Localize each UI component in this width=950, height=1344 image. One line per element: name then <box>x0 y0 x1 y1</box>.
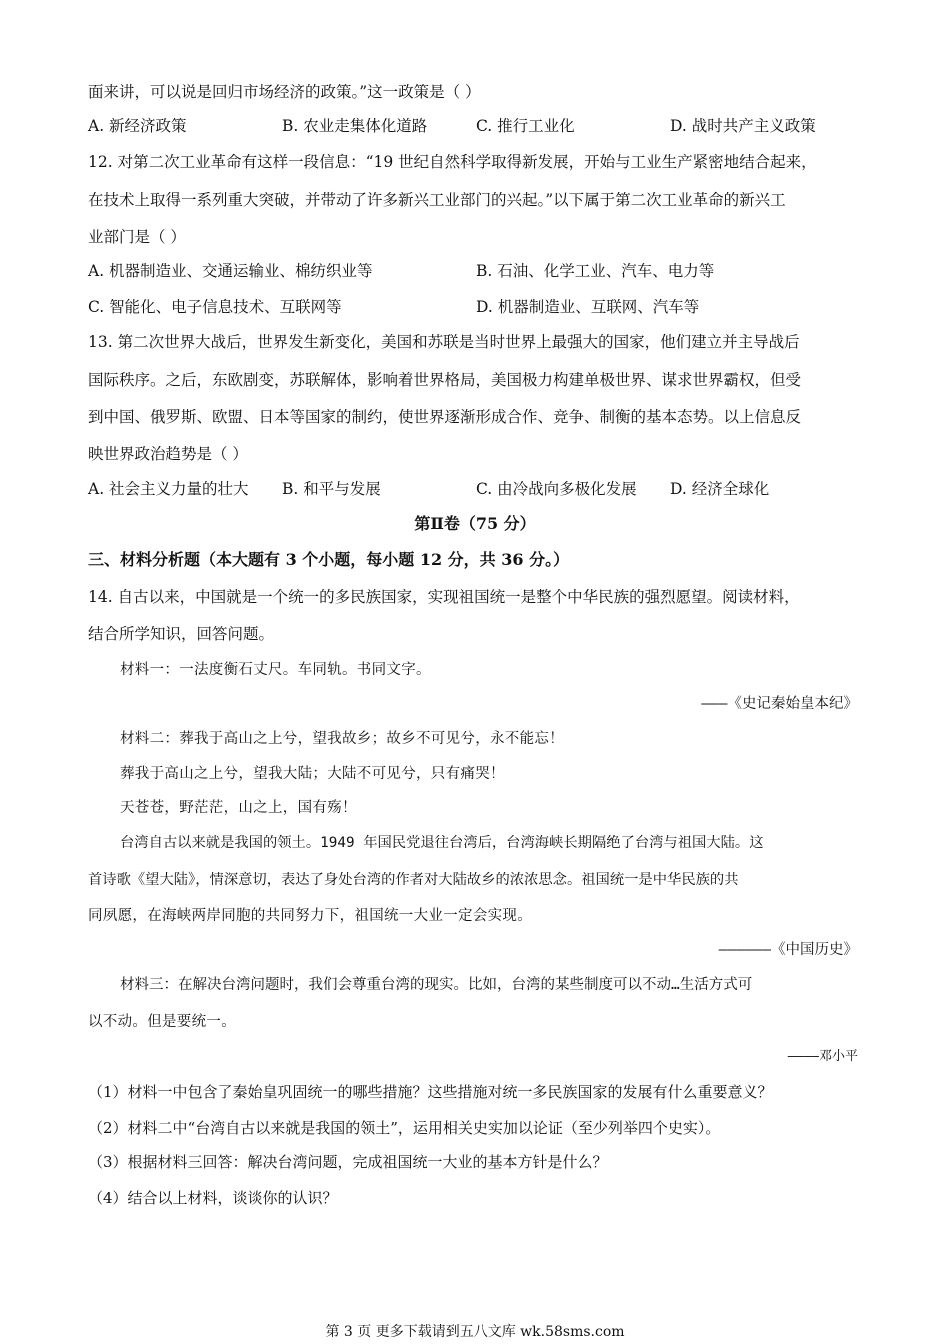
q13-stem-line-3: 到中国、俄罗斯、欧盟、日本等国家的制约，使世界逐渐形成合作、竞争、制衡的基本态势。以上信息反 <box>88 408 802 426</box>
q13-option-d: D. 经济全球化 <box>670 480 770 498</box>
q14-sub-question-1: （1）材料一中包含了秦始皇巩固统一的哪些措施？这些措施对统一多民族国家的发展有什么重要意义？ <box>88 1083 773 1101</box>
q14-intro-line-1: 14. 自古以来，中国就是一个统一的多民族国家，实现祖国统一是整个中华民族的强烈愿望。阅读材料， <box>88 588 800 606</box>
material-2-line-4: 台湾自古以来就是我国的领土。1949 年国民党退往台湾后，台湾海峡长期隔绝了台湾与祖国大陆。这 <box>120 835 764 851</box>
material-2-source: ——————《中国历史》 <box>718 942 858 958</box>
volume-title: 第Ⅱ卷（75 分） <box>414 514 536 533</box>
material-2-line-2: 葬我于高山之上兮，望我大陆；大陆不可见兮，只有痛哭！ <box>120 766 505 782</box>
q11-option-c: C. 推行工业化 <box>476 117 575 135</box>
material-2-line-5: 首诗歌《望大陆》，情深意切，表达了身处台湾的作者对大陆故乡的浓浓思念。祖国统一是中华民族的共 <box>88 872 739 888</box>
q14-sub-question-2: （2）材料二中“台湾自古以来就是我国的领土”，运用相关史实加以论证（至少列举四个史实）。 <box>88 1119 721 1137</box>
q11-option-b: B. 农业走集体化道路 <box>282 117 428 135</box>
q11-stem-tail: 面来讲，可以说是回归市场经济的政策。”这一政策是（ ） <box>88 83 481 101</box>
q12-option-c: C. 智能化、电子信息技术、互联网等 <box>88 298 342 316</box>
q11-option-d: D. 战时共产主义政策 <box>670 117 816 135</box>
material-2-line-1: 材料二：葬我于高山之上兮，望我故乡；故乡不可见兮，永不能忘！ <box>120 731 564 747</box>
q12-stem-line-3: 业部门是（ ） <box>88 228 186 246</box>
q12-stem-line-2: 在技术上取得一系列重大突破，并带动了许多新兴工业部门的兴起。”以下属于第二次工业革命的新兴工 <box>88 191 786 209</box>
material-2-line-6: 同夙愿，在海峡两岸同胞的共同努力下，祖国统一大业一定会实现。 <box>88 908 532 924</box>
material-1-source: ———《史记秦始皇本纪》 <box>701 696 858 712</box>
page-footer: 第 3 页 更多下载请到五八文库 wk.58sms.com <box>325 1324 625 1340</box>
q14-sub-question-4: （4）结合以上材料，谈谈你的认识？ <box>88 1189 338 1207</box>
q12-option-d: D. 机器制造业、互联网、汽车等 <box>476 298 700 316</box>
q13-option-b: B. 和平与发展 <box>282 480 381 498</box>
q13-option-a: A. 社会主义力量的壮大 <box>88 480 249 498</box>
q13-stem-line-4: 映世界政治趋势是（ ） <box>88 445 248 463</box>
q11-option-a: A. 新经济政策 <box>88 117 187 135</box>
material-1: 材料一：一法度衡石丈尺。车同轨。书同文字。 <box>120 662 431 678</box>
q12-stem-line-1: 12. 对第二次工业革命有这样一段信息：“19 世纪自然科学取得新发展，开始与工业生产紧密地结合起来， <box>88 153 817 171</box>
material-2-line-3: 天苍苍，野茫茫，山之上，国有殇！ <box>120 800 357 816</box>
q13-stem-line-2: 国际秩序。之后，东欧剧变，苏联解体，影响着世界格局，美国极力构建单极世界、谋求世界霸权，但受 <box>88 371 802 389</box>
material-3-line-2: 以不动。但是要统一。 <box>88 1014 236 1030</box>
section-title: 三、材料分析题（本大题有 3 个小题，每小题 12 分，共 36 分。） <box>88 550 570 569</box>
q13-stem-line-1: 13. 第二次世界大战后，世界发生新变化，美国和苏联是当时世界上最强大的国家，他们建立并主导战后 <box>88 333 800 351</box>
q13-option-c: C. 由冷战向多极化发展 <box>476 480 637 498</box>
q14-sub-question-3: （3）根据材料三回答：解决台湾问题，完成祖国统一大业的基本方针是什么？ <box>88 1153 608 1171</box>
material-3-source: ————邓小平 <box>787 1049 858 1064</box>
q12-option-b: B. 石油、化学工业、汽车、电力等 <box>476 262 715 280</box>
q14-intro-line-2: 结合所学知识，回答问题。 <box>88 625 275 643</box>
q12-option-a: A. 机器制造业、交通运输业、棉纺织业等 <box>88 262 373 280</box>
material-3-line-1: 材料三：在解决台湾问题时，我们会尊重台湾的现实。比如，台湾的某些制度可以不动…生活方式可 <box>120 977 753 993</box>
